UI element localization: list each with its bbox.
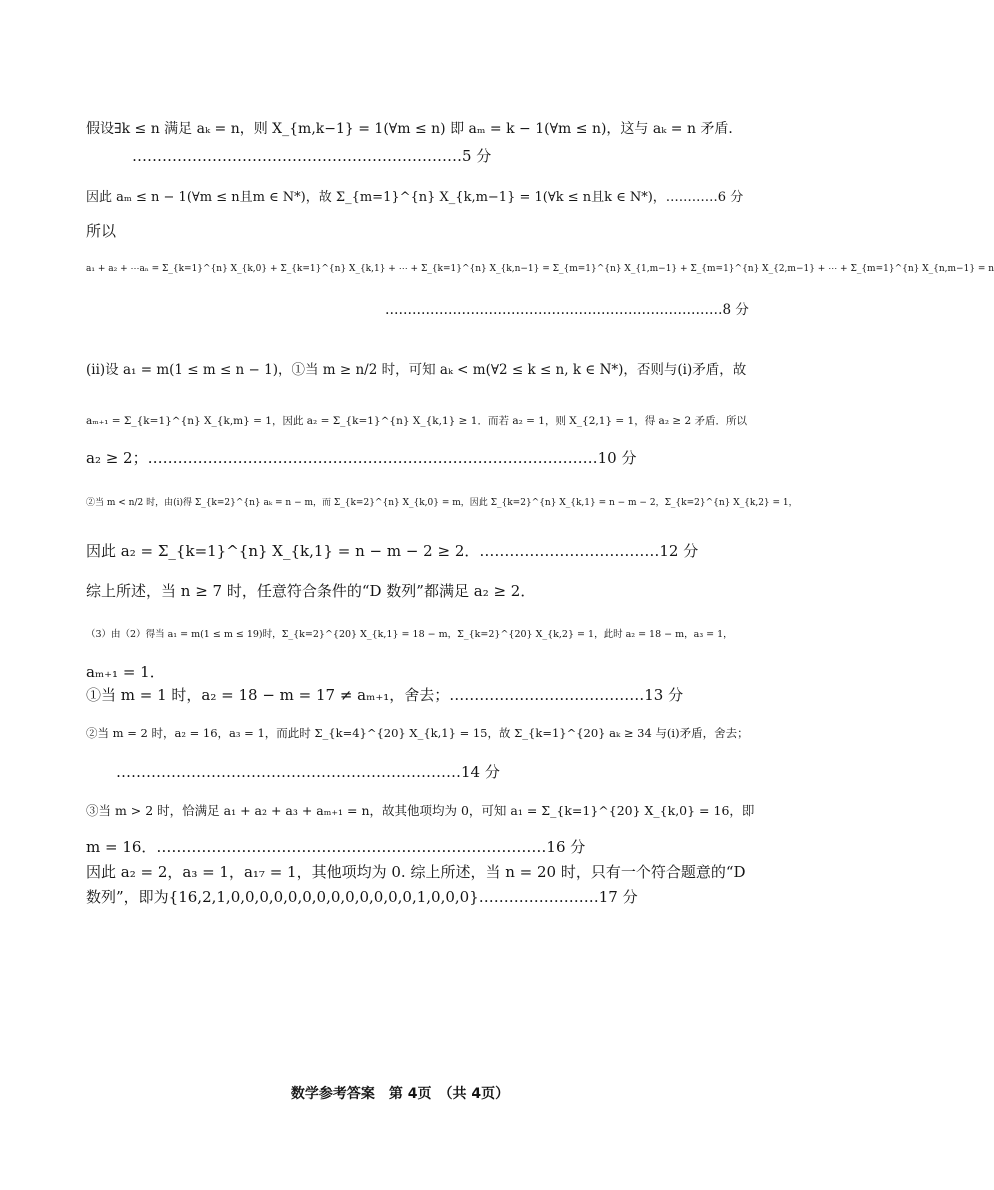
score-line-14: ……………………………………………………………14 分 xyxy=(116,763,500,781)
score-line-5: …………………………………………………………5 分 xyxy=(132,147,492,165)
text-line-3-5: 因此 a₂ = 2，a₃ = 1，a₁₇ = 1，其他项均为 0. 综上所述，当 n = 20 时，只有一个符合题意的“D xyxy=(86,863,746,881)
score-line-13: ①当 m = 1 时，a₂ = 18 − m = 17 ≠ aₘ₊₁，舍去；…………………………………13 分 xyxy=(86,686,684,704)
conclusion-line: 综上所述，当 n ≥ 7 时，任意符合条件的“D 数列”都满足 a₂ ≥ 2． xyxy=(86,582,536,600)
text-line-3-2: aₘ₊₁ = 1． xyxy=(86,663,165,681)
text-line-ii-3: ②当 m < n/2 时，由(i)得 Σ_{k=2}^{n} aₖ = n − m，而 Σ_{k=2}^{n} X_{k,0} = m，因此 Σ_{k=2}^{n} X_{k,1} = n − m − 2，Σ_{k=2}^{n} X_{k,2} = 1， xyxy=(86,498,798,508)
score-line-16: m = 16．……………………………………………………………………16 分 xyxy=(86,838,586,856)
score-line-17: 数列”，即为{16,2,1,0,0,0,0,0,0,0,0,0,0,0,0,0,1,0,0,0}……………………17 分 xyxy=(86,888,638,906)
text-line-ii-1: (ii)设 a₁ = m(1 ≤ m ≤ n − 1)，①当 m ≥ n/2 时，可知 aₖ < m(∀2 ≤ k ≤ n, k ∈ N*)，否则与(i)矛盾，故 xyxy=(86,362,747,378)
score-line-8: …………………………………………………………………8 分 xyxy=(385,302,749,318)
text-line-3-1: （3）由（2）得当 a₁ = m(1 ≤ m ≤ 19)时，Σ_{k=2}^{20} X_{k,1} = 18 − m，Σ_{k=2}^{20} X_{k,2} = 1，此时 a₂ = 18 − m，a₃ = 1， xyxy=(86,629,733,640)
page-footer: 数学参考答案 第 4页 （共 4页） xyxy=(290,1086,510,1102)
score-line-10: a₂ ≥ 2；………………………………………………………………………………10 分 xyxy=(86,449,637,467)
text-line-ii-2: aₘ₊₁ = Σ_{k=1}^{n} X_{k,m} = 1，因此 a₂ = Σ_{k=1}^{n} X_{k,1} ≥ 1．而若 a₂ = 1，则 X_{2,1} = 1，得 a₂ ≥ 2 矛盾．所以 xyxy=(86,415,748,427)
sum-equation-line: a₁ + a₂ + ⋯aₙ = Σ_{k=1}^{n} X_{k,0} + Σ_{k=1}^{n} X_{k,1} + ⋯ + Σ_{k=1}^{n} X_{k,n−1} = Σ_{m=1}^{n} X_{1,m−1} + Σ_{m=1}^{n} X_{2,m−1} + ⋯ + Σ_{m=1}^{n} X_{n,m−1} = n xyxy=(86,264,994,274)
text-line-3-3: ②当 m = 2 时，a₂ = 16，a₃ = 1，而此时 Σ_{k=4}^{20} X_{k,1} = 15，故 Σ_{k=1}^{20} aₖ ≥ 34 与(i)矛盾，舍去； xyxy=(86,726,749,740)
text-line-3-4: ③当 m > 2 时，恰满足 a₁ + a₂ + a₃ + aₘ₊₁ = n，故其他项均为 0，可知 a₁ = Σ_{k=1}^{20} X_{k,0} = 16，即 xyxy=(86,803,755,818)
text-line-1: 假设∃k ≤ n 满足 aₖ = n，则 X_{m,k−1} = 1(∀m ≤ n) 即 aₘ = k − 1(∀m ≤ n)，这与 aₖ = n 矛盾． xyxy=(86,121,743,137)
text-line-3: 所以 xyxy=(86,222,117,240)
score-line-12: 因此 a₂ = Σ_{k=1}^{n} X_{k,1} = n − m − 2 ≥ 2．………………………………12 分 xyxy=(86,542,699,560)
text-line-2: 因此 aₘ ≤ n − 1(∀m ≤ n且m ∈ N*)，故 Σ_{m=1}^{n} X_{k,m−1} = 1(∀k ≤ n且k ∈ N*)，…………6 分 xyxy=(86,190,744,205)
